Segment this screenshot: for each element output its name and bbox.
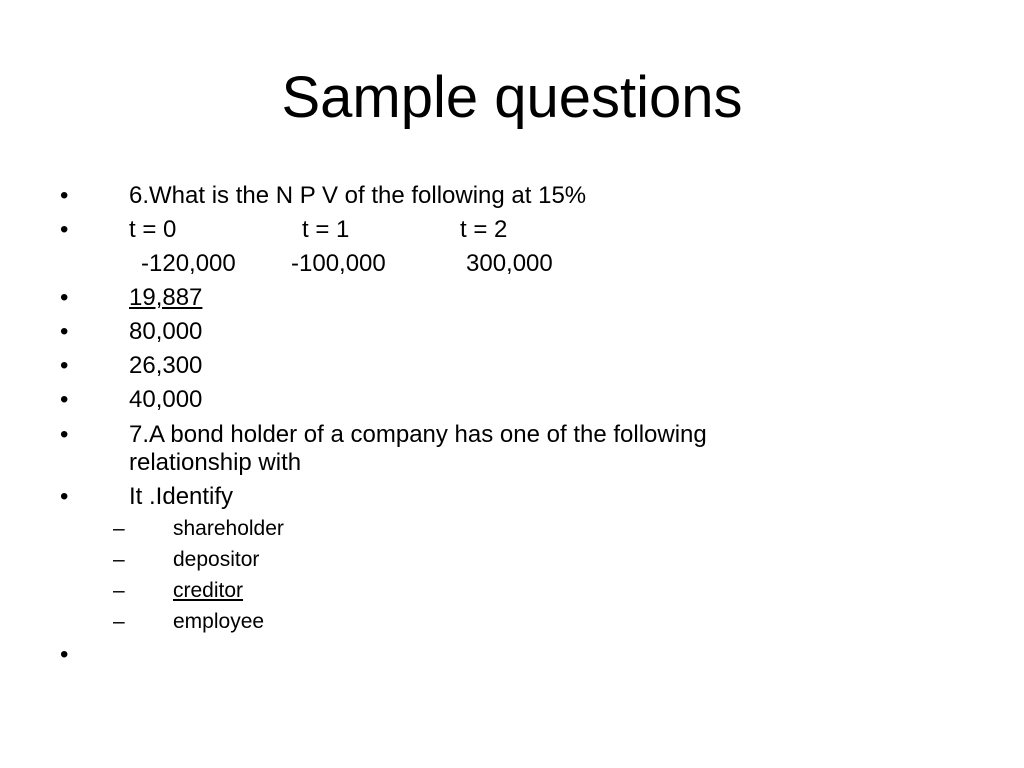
time-label-2: t = 2 bbox=[460, 216, 508, 243]
identify-text: It .Identify bbox=[129, 483, 234, 510]
time-label-1: t = 1 bbox=[302, 216, 350, 243]
dash-marker: – bbox=[113, 579, 125, 602]
dash-marker: – bbox=[113, 610, 125, 633]
dash-marker: – bbox=[113, 548, 125, 571]
sub-item-text: depositor bbox=[173, 548, 260, 571]
option-3-text: 26,300 bbox=[129, 352, 203, 379]
cash-flow-1: -100,000 bbox=[291, 250, 386, 277]
question-7-line-1: 7.A bond holder of a company has one of the following bbox=[129, 421, 707, 448]
time-label-0: t = 0 bbox=[129, 216, 177, 243]
bullet-marker: • bbox=[60, 641, 69, 668]
bullet-marker: • bbox=[60, 284, 69, 311]
option-2-text: 80,000 bbox=[129, 318, 203, 345]
option-4-text: 40,000 bbox=[129, 386, 203, 413]
bullet-marker: • bbox=[60, 386, 69, 413]
sub-item-text: creditor bbox=[173, 579, 244, 602]
dash-marker: – bbox=[113, 517, 125, 540]
slide-title: Sample questions bbox=[281, 65, 743, 130]
cash-flow-0: -120,000 bbox=[141, 250, 236, 277]
bullet-marker: • bbox=[60, 421, 69, 448]
question-7-line-2: relationship with bbox=[129, 449, 302, 476]
bullet-marker: • bbox=[60, 352, 69, 379]
sub-item-text: employee bbox=[173, 610, 265, 633]
bullet-marker: • bbox=[60, 318, 69, 345]
bullet-marker: • bbox=[60, 182, 69, 209]
sub-item-text: shareholder bbox=[173, 517, 284, 540]
option-1-text: 19,887 bbox=[129, 284, 203, 311]
cash-flow-2: 300,000 bbox=[466, 250, 553, 277]
bullet-marker: • bbox=[60, 216, 69, 243]
bullet-marker: • bbox=[60, 483, 69, 510]
question-6-text: 6.What is the N P V of the following at 15% bbox=[129, 182, 587, 209]
